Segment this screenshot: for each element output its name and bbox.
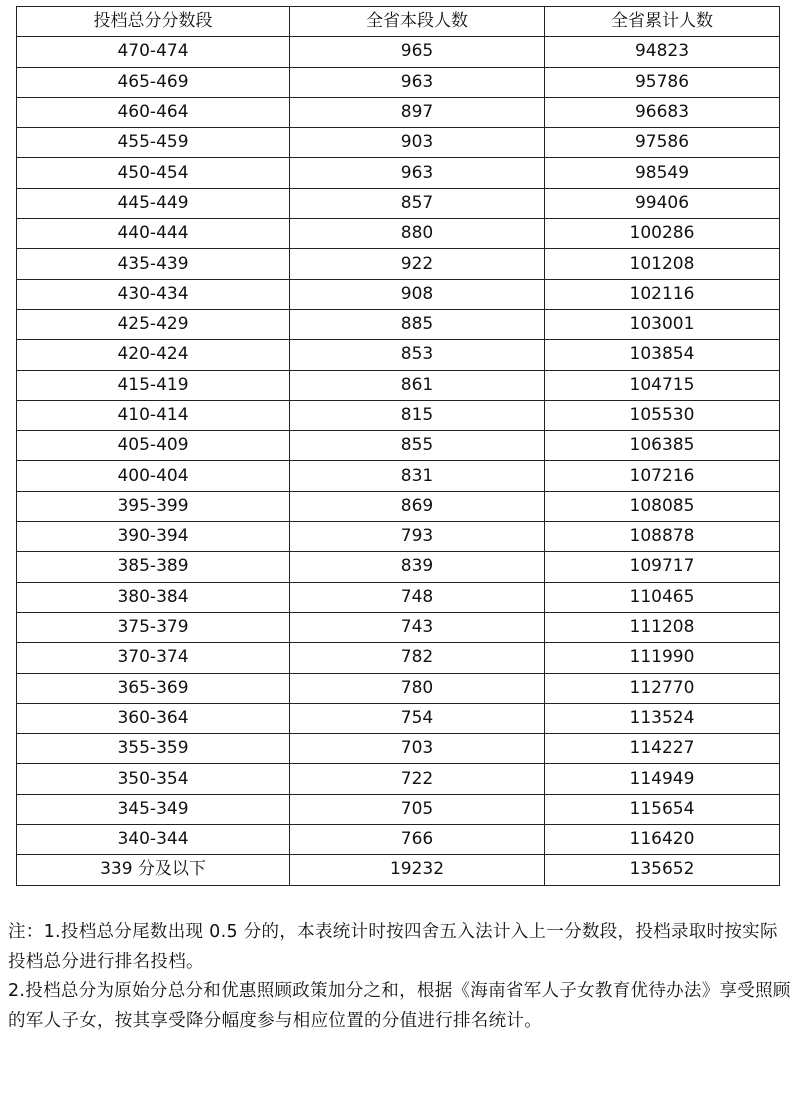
table-row [17, 794, 780, 824]
segment-count-cell: 853 [290, 340, 545, 370]
cumulative-count-cell: 107216 [545, 461, 780, 491]
score-range-cell: 375-379 [17, 612, 290, 642]
segment-count-cell: 782 [290, 643, 545, 673]
segment-count-cell: 748 [290, 582, 545, 612]
table-row [17, 734, 780, 764]
cumulative-count-cell: 100286 [545, 219, 780, 249]
segment-count-cell: 857 [290, 188, 545, 218]
cumulative-count-cell: 97586 [545, 128, 780, 158]
note-1: 注：1.投档总分尾数出现 0.5 分的，本表统计时按四舍五入法计入上一分数段，投档录取时按实际投档总分进行排名投档。 [8, 922, 778, 972]
score-range-cell: 365-369 [17, 673, 290, 703]
table-row [17, 370, 780, 400]
cumulative-count-cell: 111990 [545, 643, 780, 673]
header-segment-count: 全省本段人数 [290, 7, 545, 37]
score-range-cell: 460-464 [17, 97, 290, 127]
cumulative-count-cell: 105530 [545, 400, 780, 430]
table-row [17, 703, 780, 733]
cumulative-count-cell: 110465 [545, 582, 780, 612]
cumulative-count-cell: 116420 [545, 825, 780, 855]
cumulative-count-cell: 111208 [545, 612, 780, 642]
cumulative-count-cell: 112770 [545, 673, 780, 703]
score-range-cell: 355-359 [17, 734, 290, 764]
table-row [17, 67, 780, 97]
table-row [17, 491, 780, 521]
cumulative-count-cell: 102116 [545, 279, 780, 309]
segment-count-cell: 885 [290, 309, 545, 339]
score-range-cell: 390-394 [17, 522, 290, 552]
cumulative-count-cell: 99406 [545, 188, 780, 218]
score-distribution-table [16, 6, 780, 886]
table-row [17, 97, 780, 127]
cumulative-count-cell: 98549 [545, 158, 780, 188]
table-row [17, 673, 780, 703]
segment-count-cell: 793 [290, 522, 545, 552]
segment-count-cell: 722 [290, 764, 545, 794]
cumulative-count-cell: 114227 [545, 734, 780, 764]
score-range-cell: 470-474 [17, 37, 290, 67]
segment-count-cell: 703 [290, 734, 545, 764]
score-range-cell: 425-429 [17, 309, 290, 339]
cumulative-count-cell: 95786 [545, 67, 780, 97]
score-range-cell: 445-449 [17, 188, 290, 218]
cumulative-count-cell: 108085 [545, 491, 780, 521]
table-row [17, 855, 780, 885]
segment-count-cell: 855 [290, 431, 545, 461]
segment-count-cell: 743 [290, 612, 545, 642]
table-row [17, 158, 780, 188]
table-row [17, 582, 780, 612]
table-row [17, 431, 780, 461]
score-range-cell: 360-364 [17, 703, 290, 733]
score-range-cell: 420-424 [17, 340, 290, 370]
table-row [17, 188, 780, 218]
segment-count-cell: 705 [290, 794, 545, 824]
table-header-row [17, 7, 780, 37]
score-range-cell: 395-399 [17, 491, 290, 521]
cumulative-count-cell: 109717 [545, 552, 780, 582]
score-range-cell: 430-434 [17, 279, 290, 309]
cumulative-count-cell: 104715 [545, 370, 780, 400]
segment-count-cell: 963 [290, 67, 545, 97]
table-row [17, 219, 780, 249]
header-score-range: 投档总分分数段 [17, 7, 290, 37]
table-row [17, 309, 780, 339]
segment-count-cell: 815 [290, 400, 545, 430]
table-row [17, 249, 780, 279]
table-row [17, 552, 780, 582]
segment-count-cell: 861 [290, 370, 545, 400]
score-range-cell: 415-419 [17, 370, 290, 400]
segment-count-cell: 839 [290, 552, 545, 582]
segment-count-cell: 880 [290, 219, 545, 249]
cumulative-count-cell: 106385 [545, 431, 780, 461]
score-range-cell: 385-389 [17, 552, 290, 582]
table-row [17, 279, 780, 309]
score-range-cell: 339 分及以下 [17, 855, 290, 885]
table-row [17, 825, 780, 855]
segment-count-cell: 908 [290, 279, 545, 309]
segment-count-cell: 780 [290, 673, 545, 703]
score-range-cell: 455-459 [17, 128, 290, 158]
segment-count-cell: 897 [290, 97, 545, 127]
score-range-cell: 370-374 [17, 643, 290, 673]
table-row [17, 764, 780, 794]
table-row [17, 340, 780, 370]
cumulative-count-cell: 96683 [545, 97, 780, 127]
table-row [17, 643, 780, 673]
segment-count-cell: 754 [290, 703, 545, 733]
table-row [17, 522, 780, 552]
header-cumulative-count: 全省累计人数 [545, 7, 780, 37]
segment-count-cell: 903 [290, 128, 545, 158]
notes-section [8, 918, 792, 1036]
score-range-cell: 450-454 [17, 158, 290, 188]
table-row [17, 400, 780, 430]
score-range-cell: 465-469 [17, 67, 290, 97]
segment-count-cell: 963 [290, 158, 545, 188]
segment-count-cell: 922 [290, 249, 545, 279]
score-range-cell: 345-349 [17, 794, 290, 824]
note-2: 2.投档总分为原始分总分和优惠照顾政策加分之和，根据《海南省军人子女教育优待办法》享受照顾的军人子女，按其享受降分幅度参与相应位置的分值进行排名统计。 [8, 981, 791, 1031]
score-range-cell: 440-444 [17, 219, 290, 249]
score-range-cell: 405-409 [17, 431, 290, 461]
table-row [17, 37, 780, 67]
segment-count-cell: 19232 [290, 855, 545, 885]
cumulative-count-cell: 113524 [545, 703, 780, 733]
table-row [17, 612, 780, 642]
cumulative-count-cell: 108878 [545, 522, 780, 552]
segment-count-cell: 831 [290, 461, 545, 491]
score-range-cell: 350-354 [17, 764, 290, 794]
score-range-cell: 380-384 [17, 582, 290, 612]
segment-count-cell: 766 [290, 825, 545, 855]
table-row [17, 461, 780, 491]
table-body [17, 37, 780, 885]
cumulative-count-cell: 94823 [545, 37, 780, 67]
cumulative-count-cell: 115654 [545, 794, 780, 824]
cumulative-count-cell: 101208 [545, 249, 780, 279]
segment-count-cell: 965 [290, 37, 545, 67]
score-range-cell: 435-439 [17, 249, 290, 279]
cumulative-count-cell: 114949 [545, 764, 780, 794]
cumulative-count-cell: 103001 [545, 309, 780, 339]
cumulative-count-cell: 103854 [545, 340, 780, 370]
score-range-cell: 410-414 [17, 400, 290, 430]
table-row [17, 128, 780, 158]
cumulative-count-cell: 135652 [545, 855, 780, 885]
score-range-cell: 340-344 [17, 825, 290, 855]
score-range-cell: 400-404 [17, 461, 290, 491]
segment-count-cell: 869 [290, 491, 545, 521]
